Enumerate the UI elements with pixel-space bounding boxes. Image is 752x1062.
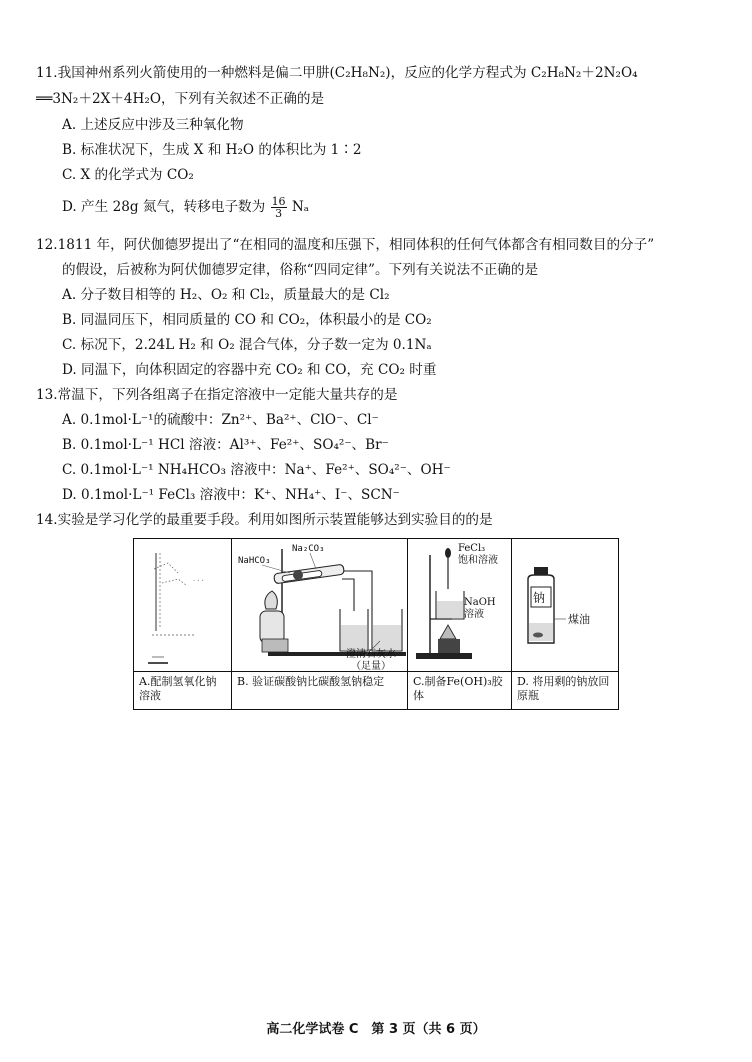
limewater-text: 澄清石灰水 [346, 649, 396, 660]
q11-option-b: B. 标准状况下，生成 X 和 H₂O 的体积比为 1∶2 [62, 142, 362, 158]
q14-stem: 14.实验是学习化学的最重要手段。利用如图所示装置能够达到实验目的的是 [36, 512, 493, 528]
q12-option-d: D. 同温下，向体积固定的容器中充 CO₂ 和 CO，充 CO₂ 时重 [62, 362, 437, 378]
q11-option-a: A. 上述反应中涉及三种氧化物 [62, 117, 244, 133]
naoh-text: NaOH [464, 597, 496, 608]
q11-option-d-suffix: Nₐ [291, 199, 310, 215]
figure-d-sodium-label: 钠 [533, 591, 546, 605]
figure-cell-b [232, 539, 408, 709]
figure-cell-c [408, 539, 512, 709]
figure-cell-d [512, 539, 618, 709]
figure-b-label-nahco3: NaHCO₃ [238, 556, 271, 566]
q11-option-d-prefix: D. 产生 28g 氮气，转移电子数为 [62, 199, 266, 215]
figure-c-naoh-label [464, 597, 496, 621]
q13-option-a: A. 0.1mol·L⁻¹的硫酸中：Zn²⁺、Ba²⁺、ClO⁻、Cl⁻ [62, 412, 379, 428]
figure-b-caption: B. 验证碳酸钠比碳酸氢钠稳定 [232, 671, 407, 709]
fecl3-saturated-text: 饱和溶液 [458, 555, 498, 566]
q13-stem: 13.常温下，下列各组离子在指定溶液中一定能大量共存的是 [36, 387, 398, 403]
limewater-amount: （足量） [351, 661, 391, 672]
figure-a-caption: A.配制氢氧化钠溶液 [134, 671, 231, 709]
q13-option-b: B. 0.1mol·L⁻¹ HCl 溶液：Al³⁺、Fe²⁺、SO₄²⁻、Br⁻ [62, 437, 389, 453]
q12-option-b: B. 同温同压下，相同质量的 CO 和 CO₂，体积最小的是 CO₂ [62, 312, 432, 328]
volumetric-flask-sketch [134, 539, 230, 671]
q12-option-a: A. 分子数目相等的 H₂、O₂ 和 Cl₂，质量最大的是 Cl₂ [62, 287, 390, 303]
figure-d-caption: D. 将用剩的钠放回原瓶 [512, 671, 618, 709]
q11-stem-line2: ══3N₂＋2X＋4H₂O，下列有关叙述不正确的是 [36, 91, 325, 107]
figure-d-kerosene-label: 煤油 [568, 613, 590, 626]
figure-b-label-na2co3: Na₂CO₃ [292, 544, 325, 554]
figure-cell-a [134, 539, 232, 709]
q13-option-c: C. 0.1mol·L⁻¹ NH₄HCO₃ 溶液中：Na⁺、Fe²⁺、SO₄²⁻、OH⁻ [62, 462, 451, 478]
q11-option-c: C. X 的化学式为 CO₂ [62, 167, 194, 183]
fecl3-text: FeCl₃ [458, 543, 486, 554]
q14-figure-table [133, 538, 619, 710]
page-footer: 高二化学试卷 C 第 3 页（共 6 页） [266, 1022, 486, 1037]
q11-option-d-fraction [271, 196, 287, 219]
naoh-solution-text: 溶液 [464, 609, 484, 620]
q12-option-c: C. 标况下，2.24L H₂ 和 O₂ 混合气体，分子数一定为 0.1Nₐ [62, 337, 432, 353]
svg-text:···: ··· [192, 577, 205, 585]
figure-b-limewater-label [340, 649, 402, 673]
fraction-numerator: 16 [271, 195, 286, 208]
q11-stem-line1: 11.我国神州系列火箭使用的一种燃料是偏二甲肼(C₂H₈N₂)，反应的化学方程式为 C₂H₈N₂＋2N₂O₄ [36, 65, 638, 81]
q12-stem-line1: 12.1811 年，阿伏伽德罗提出了“在相同的温度和压强下，相同体积的任何气体都含有相同数目的分子” [36, 237, 655, 253]
q12-stem-line2: 的假设，后被称为阿伏伽德罗定律，俗称“四同定律”。下列有关说法不正确的是 [62, 262, 539, 278]
reagent-bottle-diagram [512, 539, 616, 671]
q13-option-d: D. 0.1mol·L⁻¹ FeCl₃ 溶液中：K⁺、NH₄⁺、I⁻、SCN⁻ [62, 487, 400, 503]
fraction-denominator: 3 [275, 207, 283, 220]
figure-c-fecl3-label [458, 543, 498, 567]
figure-c-caption: C.制备Fe(OH)₃胶体 [408, 671, 511, 709]
q11-option-d [62, 196, 309, 219]
